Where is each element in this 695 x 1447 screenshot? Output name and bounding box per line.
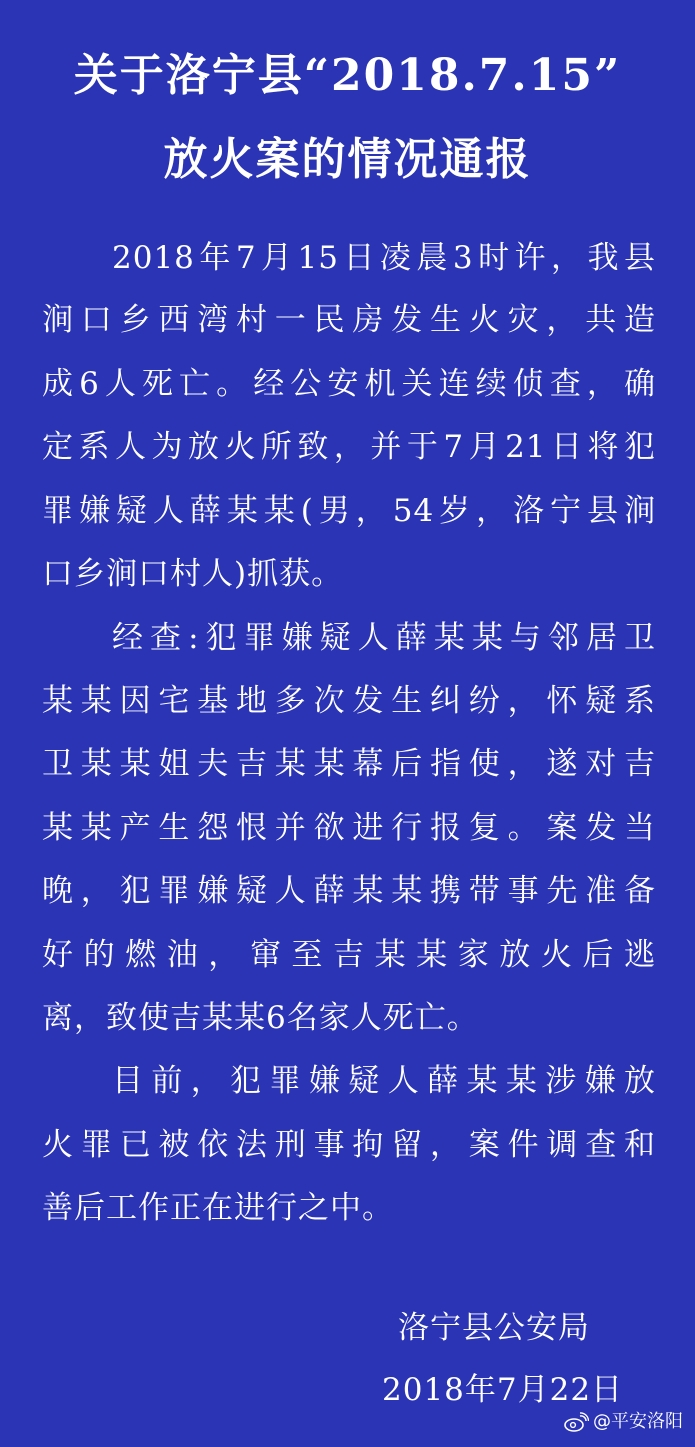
issue-date: 2018年7月22日 [382,1372,624,1408]
paragraph-1-line-2: 涧口乡西湾村一民房发生火灾，共造 [42,302,656,338]
watermark-handle: @平安洛阳 [593,1411,683,1432]
paragraph-3-line-1: 目前，犯罪嫌疑人薛某某涉嫌放 [112,1063,656,1099]
paragraph-2-line-2: 某某因宅基地多次发生纠纷，怀疑系 [42,683,656,719]
paragraph-1-line-4: 定系人为放火所致，并于7月21日将犯 [42,429,656,465]
weibo-watermark [563,1410,683,1434]
paragraph-2-line-5: 晚，犯罪嫌疑人薛某某携带事先准备 [42,873,656,909]
paragraph-1-line-1: 2018年7月15日凌晨3时许，我县 [112,240,656,276]
paragraph-2-line-3: 卫某某姐夫吉某某幕后指使，遂对吉 [42,746,656,782]
paragraph-2-line-1: 经查:犯罪嫌疑人薛某某与邻居卫 [112,620,656,656]
weibo-icon [563,1412,589,1432]
notice-title-line-2: 放火案的情况通报 [163,134,532,185]
paragraph-2-line-4: 某某产生怨恨并欲进行报复。案发当 [42,810,656,846]
paragraph-1-line-6: 口乡涧口村人)抓获。 [42,556,344,592]
paragraph-2-line-6: 好的燃油，窜至吉某某家放火后逃 [42,937,656,973]
paragraph-3-line-2: 火罪已被依法刑事拘留，案件调查和 [42,1127,656,1163]
paragraph-2-line-7: 离，致使吉某某6名家人死亡。 [42,1000,479,1036]
paragraph-3-line-3: 善后工作正在进行之中。 [42,1190,394,1226]
paragraph-1-line-3: 成6人死亡。经公安机关连续侦查，确 [42,366,656,402]
notice-title-line-1: 关于洛宁县“2018.7.15” [73,50,622,101]
paragraph-1-line-5: 罪嫌疑人薛某某(男，54岁，洛宁县涧 [42,493,656,529]
issuing-organization: 洛宁县公安局 [398,1310,590,1346]
